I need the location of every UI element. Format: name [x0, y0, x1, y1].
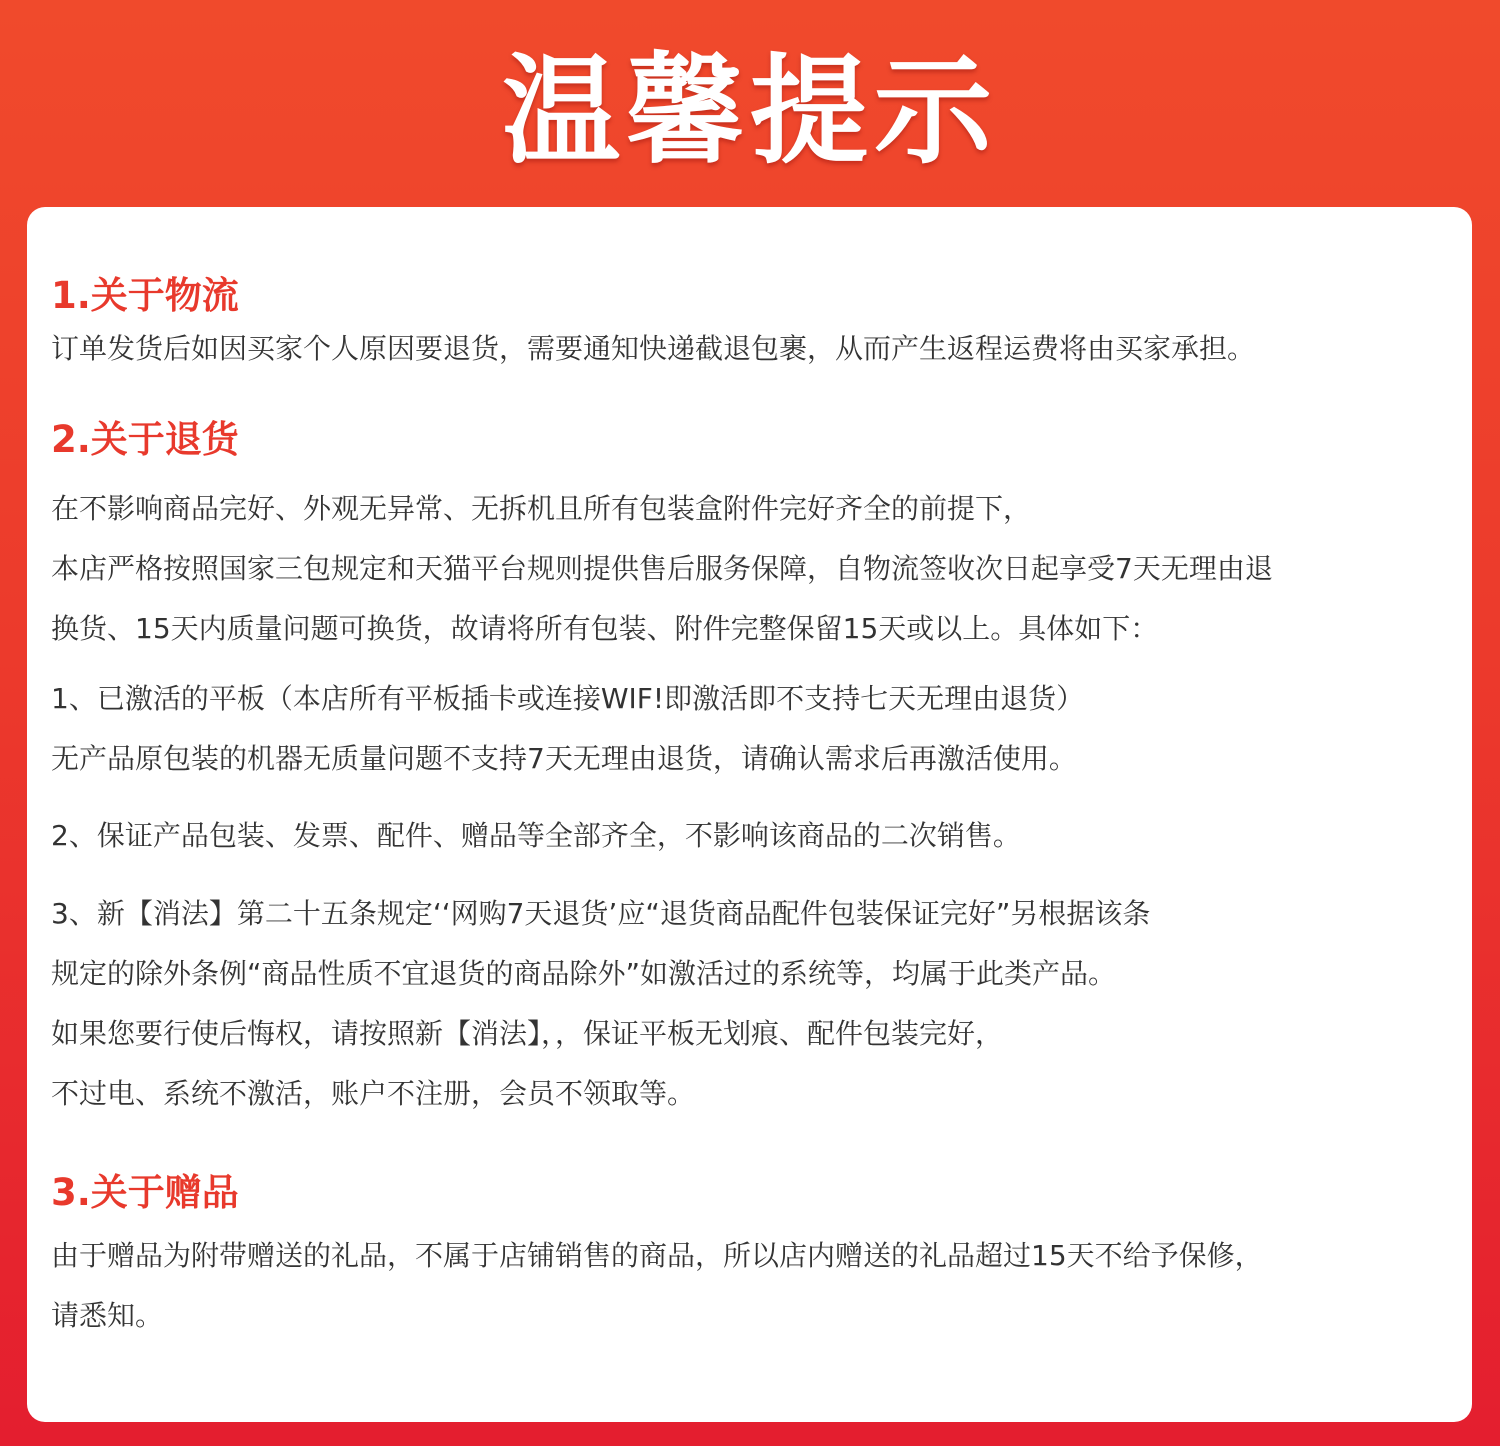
gifts-line-2: 请悉知。 [51, 1299, 164, 1332]
returns-line-9: 如果您要行使后悔权，请按照新【消法】，，保证平板无划痕、配件包装完好， [51, 1017, 1004, 1050]
section-heading-logistics: 1.关于物流 [51, 274, 239, 317]
returns-line-3: 换货、15天内质量问题可换货，故请将所有包装、附件完整保留15天或以上。具体如下： [51, 612, 1159, 645]
returns-line-4: 1、已激活的平板（本店所有平板插卡或连接WIF!即激活即不支持七天无理由退货） [51, 682, 1085, 715]
returns-line-2: 本店严格按照国家三包规定和天猫平台规则提供售后服务保障，自物流签收次日起享受7天无理由退 [51, 552, 1273, 585]
logistics-line-1: 订单发货后如因买家个人原因要退货，需要通知快递截退包裹，从而产生返程运费将由买家承担。 [51, 332, 1256, 365]
returns-line-1: 在不影响商品完好、外观无异常、无拆机且所有包装盒附件完好齐全的前提下， [51, 492, 1032, 525]
returns-line-7: 3、新【消法】第二十五条规定‘‘网购7天退货’应“退货商品配件包装保证完好”另根据该条 [51, 897, 1151, 930]
banner-title: 温馨提示 [501, 42, 998, 180]
section-heading-returns: 2.关于退货 [51, 418, 239, 461]
returns-line-5: 无产品原包装的机器无质量问题不支持7天无理由退货，请确认需求后再激活使用。 [51, 742, 1077, 775]
returns-line-8: 规定的除外条例“商品性质不宜退货的商品除外”如激活过的系统等，均属于此类产品。 [51, 957, 1117, 990]
notice-card [27, 207, 1472, 1422]
section-heading-gifts: 3.关于赠品 [51, 1171, 239, 1214]
returns-line-6: 2、保证产品包装、发票、配件、赠品等全部齐全，不影响该商品的二次销售。 [51, 819, 1021, 852]
gifts-line-1: 由于赠品为附带赠送的礼品，不属于店铺销售的商品，所以店内赠送的礼品超过15天不给予保修， [51, 1239, 1263, 1272]
returns-line-10: 不过电、系统不激活，账户不注册，会员不领取等。 [51, 1077, 696, 1110]
